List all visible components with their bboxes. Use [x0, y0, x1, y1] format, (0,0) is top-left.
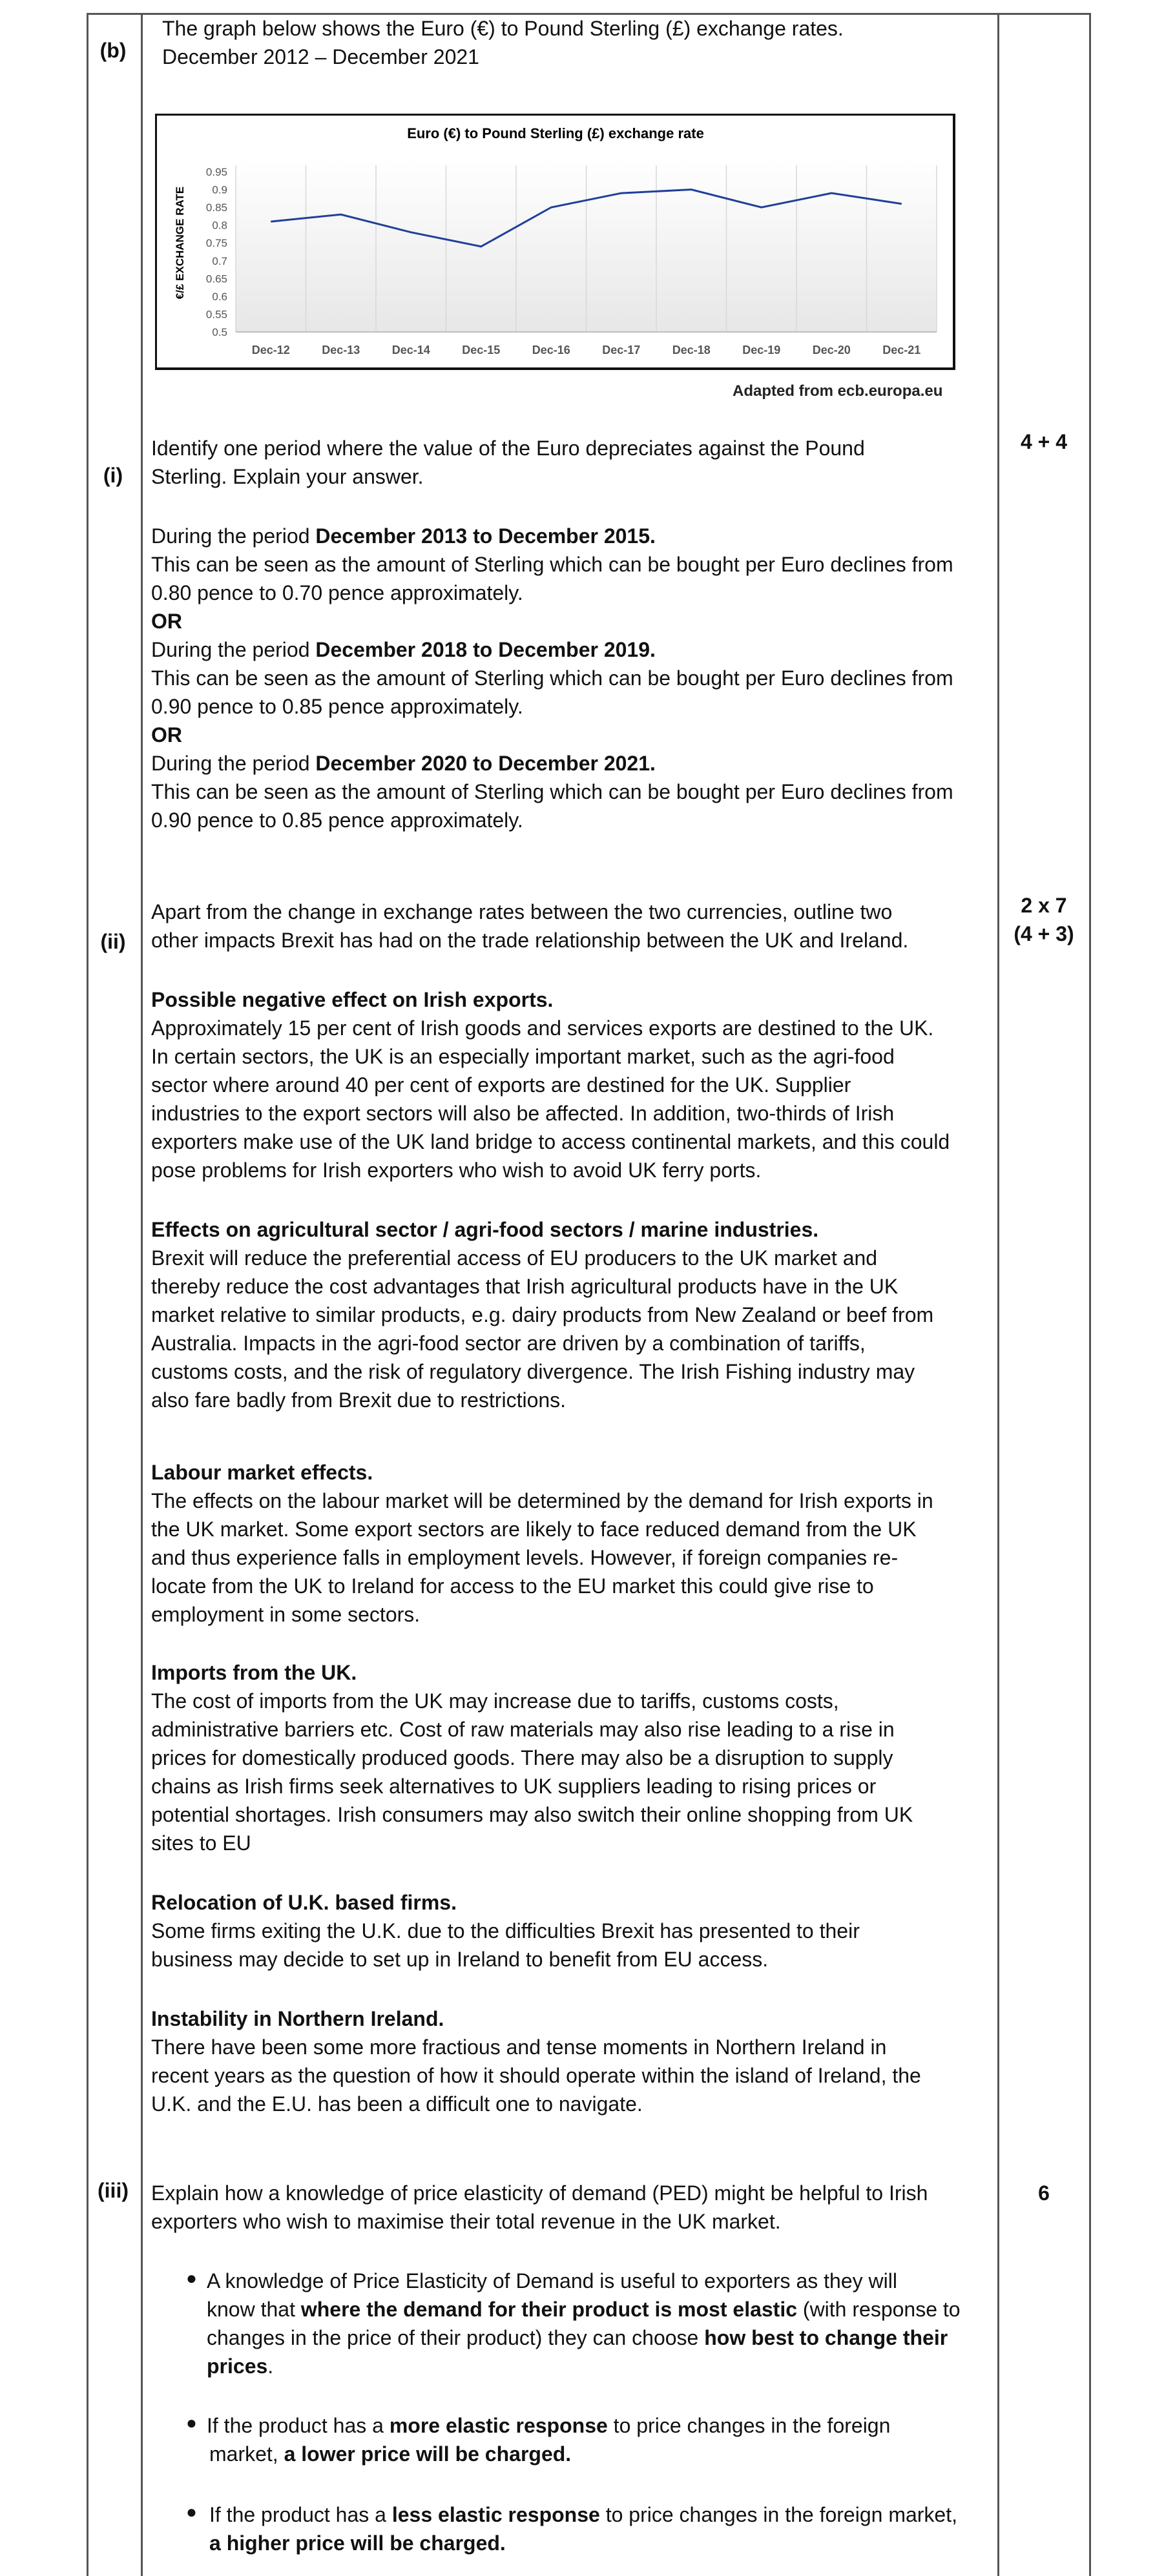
q2-section-6-line: There have been some more fractious and tense moments in Northern Ireland in — [151, 2035, 887, 2059]
y-tick-label: 0.9 — [212, 183, 227, 196]
q2-section-3-line: locate from the UK to Ireland for access to the EU market this could give rise to — [151, 1574, 874, 1598]
q2-section-1-heading: Possible negative effect on Irish exports. — [151, 988, 554, 1011]
intro-line-2: December 2012 – December 2021 — [162, 45, 479, 68]
intro-line-1: The graph below shows the Euro (€) to Pound Sterling (£) exchange rates. — [162, 17, 844, 40]
q2-section-2-line: market relative to similar products, e.g. dairy products from New Zealand or beef from — [151, 1303, 934, 1326]
q1-prompt-2: Sterling. Explain your answer. — [151, 465, 424, 488]
q1-answer-3-line-2: 0.90 pence to 0.85 pence approximately. — [151, 809, 523, 832]
q2-section-3-line: The effects on the labour market will be determined by the demand for Irish exports in — [151, 1489, 933, 1512]
marks-ii-1: 2 x 7 — [1021, 894, 1067, 917]
q1-answer-2-period: During the period December 2018 to December 2019. — [151, 638, 656, 661]
chart-title: Euro (€) to Pound Sterling (£) exchange rate — [407, 125, 704, 141]
q1-answer-3-line-1: This can be seen as the amount of Sterling which can be bought per Euro declines from — [151, 780, 953, 803]
q3-bullet-2-line-1: If the product has a more elastic response to price changes in the foreign — [207, 2414, 891, 2437]
q2-section-6-heading: Instability in Northern Ireland. — [151, 2007, 444, 2030]
q2-section-4-line: prices for domestically produced goods. There may also be a disruption to supply — [151, 1746, 893, 1769]
y-tick-label: 0.5 — [212, 326, 227, 338]
bullet-dot: ● — [186, 2413, 197, 2433]
q3-bullet-1-line-1: A knowledge of Price Elasticity of Demand is useful to exporters as they will — [207, 2269, 897, 2293]
q2-section-6-line: U.K. and the E.U. has been a difficult one to navigate. — [151, 2092, 643, 2116]
y-tick-label: 0.55 — [205, 308, 227, 321]
q1-answer-3-period: During the period December 2020 to December 2021. — [151, 752, 656, 775]
label-iii: (iii) — [98, 2179, 129, 2202]
q2-section-1-line: In certain sectors, the UK is an especially important market, such as the agri-food — [151, 1045, 895, 1068]
marks-iii: 6 — [1038, 2181, 1050, 2205]
q3-bullet-3-line-2: a higher price will be charged. — [209, 2531, 506, 2555]
x-tick-label: Dec-21 — [882, 344, 921, 356]
x-tick-label: Dec-16 — [532, 344, 570, 356]
x-tick-label: Dec-19 — [742, 344, 781, 356]
q2-section-3-line: the UK market. Some export sectors are likely to face reduced demand from the UK — [151, 1518, 917, 1541]
y-tick-label: 0.95 — [205, 166, 227, 178]
y-tick-label: 0.75 — [205, 237, 227, 250]
q3-prompt-2: exporters who wish to maximise their total revenue in the UK market. — [151, 2210, 781, 2233]
bullet-dot: ● — [186, 2268, 197, 2288]
y-tick-label: 0.8 — [212, 219, 227, 232]
q3-bullet-3-line-1: If the product has a less elastic response to price changes in the foreign market, — [209, 2503, 957, 2526]
q2-section-4-line: administrative barriers etc. Cost of raw materials may also rise leading to a rise in — [151, 1718, 895, 1741]
bullet-dot: ● — [186, 2502, 197, 2522]
y-tick-label: 0.85 — [205, 201, 227, 214]
q1-answer-2-line-2: 0.90 pence to 0.85 pence approximately. — [151, 695, 523, 718]
q2-section-2-line: Australia. Impacts in the agri-food sector are driven by a combination of tariffs, — [151, 1332, 866, 1355]
q2-section-4-line: The cost of imports from the UK may increase due to tariffs, customs costs, — [151, 1689, 839, 1713]
q2-section-4-line: potential shortages. Irish consumers may also switch their online shopping from UK — [151, 1803, 913, 1826]
q2-section-2-line: Brexit will reduce the preferential access of EU producers to the UK market and — [151, 1246, 878, 1270]
x-tick-label: Dec-14 — [391, 344, 430, 356]
x-tick-label: Dec-15 — [462, 344, 501, 356]
q2-section-1-line: Approximately 15 per cent of Irish goods and services exports are destined to the UK. — [151, 1016, 934, 1040]
q2-section-1-line: industries to the export sectors will also be affected. In addition, two-thirds of Irish — [151, 1102, 895, 1125]
y-tick-label: 0.6 — [212, 290, 227, 303]
q2-section-5-line: business may decide to set up in Ireland to benefit from EU access. — [151, 1948, 769, 1971]
q2-section-1-line: sector where around 40 per cent of exports are destined for the UK. Supplier — [151, 1073, 851, 1097]
q2-section-5-line: Some firms exiting the U.K. due to the difficulties Brexit has presented to their — [151, 1919, 860, 1942]
x-tick-label: Dec-20 — [812, 344, 851, 356]
q2-section-5-heading: Relocation of U.K. based firms. — [151, 1891, 457, 1914]
q2-prompt-2: other impacts Brexit has had on the trade relationship between the UK and Ireland. — [151, 929, 909, 952]
x-tick-label: Dec-12 — [251, 344, 290, 356]
q2-section-6-line: recent years as the question of how it should operate within the island of Ireland, the — [151, 2064, 921, 2087]
exchange-rate-chart — [155, 114, 956, 371]
x-tick-label: Dec-18 — [672, 344, 711, 356]
q2-section-3-heading: Labour market effects. — [151, 1461, 373, 1484]
label-ii: (ii) — [100, 930, 126, 953]
q1-prompt-1: Identify one period where the value of the Euro depreciates against the Pound — [151, 437, 865, 460]
q2-section-4-line: chains as Irish firms seek alternatives to UK suppliers leading to rising prices or — [151, 1775, 877, 1798]
q2-section-1-line: exporters make use of the UK land bridge to access continental markets, and this could — [151, 1130, 950, 1153]
q2-section-4-heading: Imports from the UK. — [151, 1661, 357, 1684]
q3-bullet-2-line-2: market, a lower price will be charged. — [209, 2442, 572, 2466]
label-b: (b) — [99, 39, 127, 62]
q1-answer-2-line-1: This can be seen as the amount of Sterling which can be bought per Euro declines from — [151, 666, 953, 690]
q2-section-3-line: employment in some sectors. — [151, 1603, 421, 1626]
x-tick-label: Dec-17 — [602, 344, 641, 356]
q2-section-2-line: thereby reduce the cost advantages that Irish agricultural products have in the UK — [151, 1275, 899, 1298]
q2-section-2-line: customs costs, and the risk of regulatory divergence. The Irish Fishing industry may — [151, 1360, 915, 1383]
label-i: (i) — [103, 464, 123, 487]
q2-section-3-line: and thus experience falls in employment levels. However, if foreign companies re- — [151, 1546, 899, 1569]
q2-section-4-line: sites to EU — [151, 1831, 251, 1855]
q3-bullet-1-line-2: know that where the demand for their product is most elastic (with response to — [207, 2298, 961, 2321]
q1-answer-1-line-2: 0.80 pence to 0.70 pence approximately. — [151, 581, 523, 604]
q1-answer-1-period: During the period December 2013 to December 2015. — [151, 524, 656, 548]
marks-i: 4 + 4 — [1020, 430, 1068, 453]
q1-answer-1-line-1: This can be seen as the amount of Sterling which can be bought per Euro declines from — [151, 553, 953, 576]
chart-source: Adapted from ecb.europa.eu — [733, 382, 943, 400]
marks-ii-2: (4 + 3) — [1014, 922, 1074, 945]
q2-prompt-1: Apart from the change in exchange rates between the two currencies, outline two — [151, 900, 893, 923]
q3-bullet-1-line-4: prices. — [207, 2354, 274, 2378]
q1-or-1: OR — [151, 610, 182, 633]
q1-or-2: OR — [151, 723, 182, 747]
x-tick-label: Dec-13 — [322, 344, 360, 356]
q2-section-1-line: pose problems for Irish exporters who wish to avoid UK ferry ports. — [151, 1159, 762, 1182]
q3-prompt-1: Explain how a knowledge of price elasticity of demand (PED) might be helpful to Irish — [151, 2181, 928, 2205]
y-tick-label: 0.7 — [212, 254, 227, 267]
q3-bullet-1-line-3: changes in the price of their product) they can choose how best to change their — [207, 2326, 948, 2349]
y-axis-label: €/£ EXCHANGE RATE — [174, 186, 186, 300]
q2-section-2-line: also fare badly from Brexit due to restrictions. — [151, 1388, 567, 1412]
y-tick-label: 0.65 — [205, 273, 227, 285]
q2-section-2-heading: Effects on agricultural sector / agri-food sectors / marine industries. — [151, 1218, 819, 1241]
